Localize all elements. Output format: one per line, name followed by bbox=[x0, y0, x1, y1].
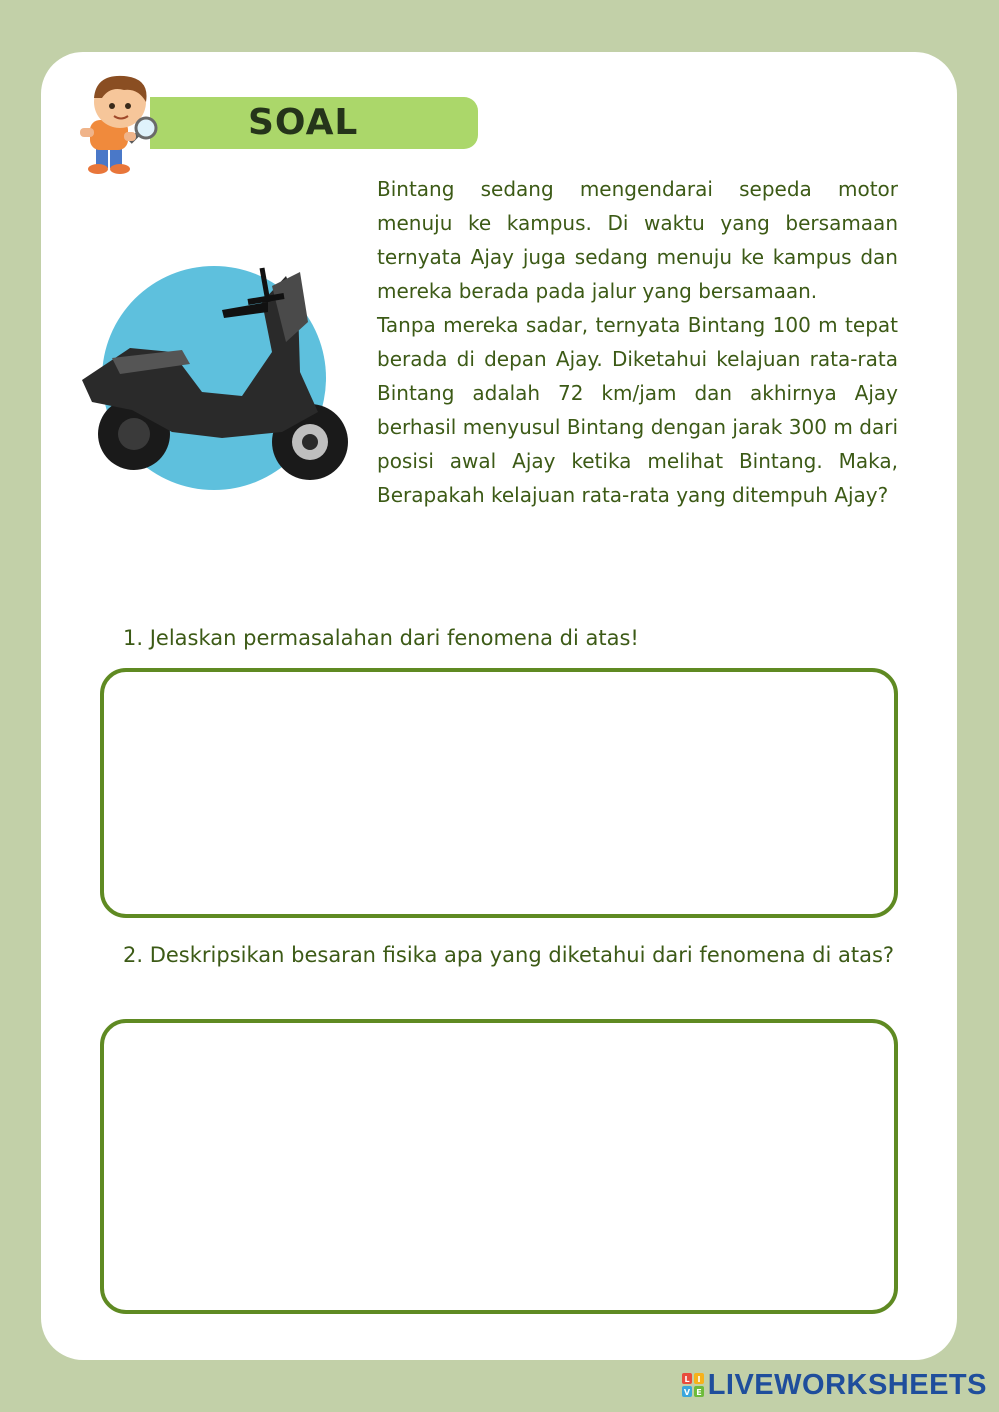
question-1: 1. Jelaskan permasalahan dari fenomena di atas! bbox=[123, 626, 639, 650]
liveworksheets-brand[interactable] bbox=[682, 1370, 987, 1400]
story-text bbox=[377, 172, 898, 512]
liveworksheets-logo-icon bbox=[682, 1373, 704, 1397]
logo-letter-e: E bbox=[695, 1388, 702, 1397]
answer-box-1[interactable] bbox=[100, 668, 898, 918]
logo-letter-v: V bbox=[683, 1388, 690, 1397]
logo-letter-l: L bbox=[684, 1375, 690, 1384]
brand-name: LIVEWORKSHEETS bbox=[707, 1368, 987, 1401]
page-title: SOAL bbox=[248, 102, 359, 143]
logo-letter-i: I bbox=[697, 1375, 701, 1384]
answer-box-2[interactable] bbox=[100, 1019, 898, 1314]
story-paragraph-2: Tanpa mereka sadar, ternyata Bintang 100 m tepat berada di depan Ajay. Diketahui kelajuan rata-rata Bintang adalah 72 km/jam dan akhirnya Ajay berhasil menyusul Bintang dengan jarak 300 m dari posisi awal Ajay ketika melihat Bintang. Maka, Berapakah kelajuan rata-rata yang ditempuh Ajay? bbox=[377, 313, 898, 507]
story-paragraph-1: Bintang sedang mengendarai sepeda motor menuju ke kampus. Di waktu yang bersamaan ternyata Ajay juga sedang menuju ke kampus dan mereka berada pada jalur yang bersamaan. bbox=[377, 177, 898, 303]
kid-with-magnifier-icon bbox=[72, 68, 164, 178]
question-2: 2. Deskripsikan besaran fisika apa yang diketahui dari fenomena di atas? bbox=[123, 943, 895, 967]
scooter-illustration bbox=[72, 262, 354, 494]
